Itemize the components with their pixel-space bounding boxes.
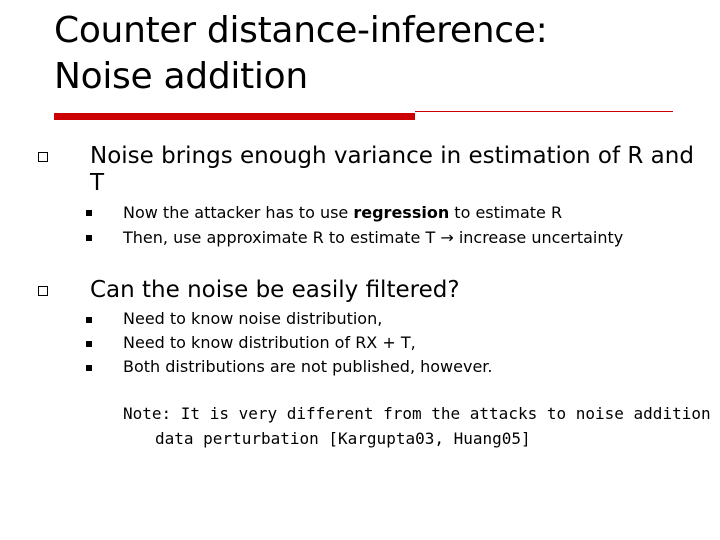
title-rule-thin	[415, 111, 673, 112]
sub-bullet-not-published: Both distributions are not published, however.	[123, 357, 493, 376]
sub-bullet-text: Now the attacker has to use	[123, 203, 354, 222]
note-line-2: data perturbation [Kargupta03, Huang05]	[155, 429, 531, 448]
square-bullet-icon	[86, 210, 92, 216]
sub-bullet-text: Then, use approximate R to estimate T	[123, 228, 441, 247]
square-bullet-icon	[86, 317, 92, 323]
square-bullet-icon	[86, 365, 92, 371]
sub-bullet-approximate	[123, 226, 623, 250]
sub-bullet-rx-distribution: Need to know distribution of RX + T,	[123, 333, 416, 352]
slide-title-line-2: Noise addition	[54, 56, 308, 97]
arrow-right-icon: →	[440, 228, 454, 247]
sub-bullet-text: to estimate R	[449, 203, 563, 222]
sub-bullet-regression	[123, 201, 562, 225]
bullet-noise-variance: Noise brings enough variance in estimation of R and T	[90, 143, 694, 196]
emphasis-regression: regression	[353, 203, 450, 222]
square-bullet-icon	[86, 235, 92, 241]
square-bullet-icon	[86, 341, 92, 347]
sub-bullet-noise-distribution: Need to know noise distribution,	[123, 309, 383, 328]
sub-bullet-text: increase uncertainty	[453, 228, 624, 247]
bullet-filter-noise: Can the noise be easily filtered?	[90, 277, 460, 303]
note-line-1: Note: It is very different from the attacks to noise addition	[123, 404, 711, 423]
slide-title-line-1: Counter distance-inference:	[54, 10, 548, 51]
hollow-square-bullet-icon	[38, 286, 48, 296]
hollow-square-bullet-icon	[38, 152, 48, 162]
title-rule-thick	[54, 113, 415, 120]
